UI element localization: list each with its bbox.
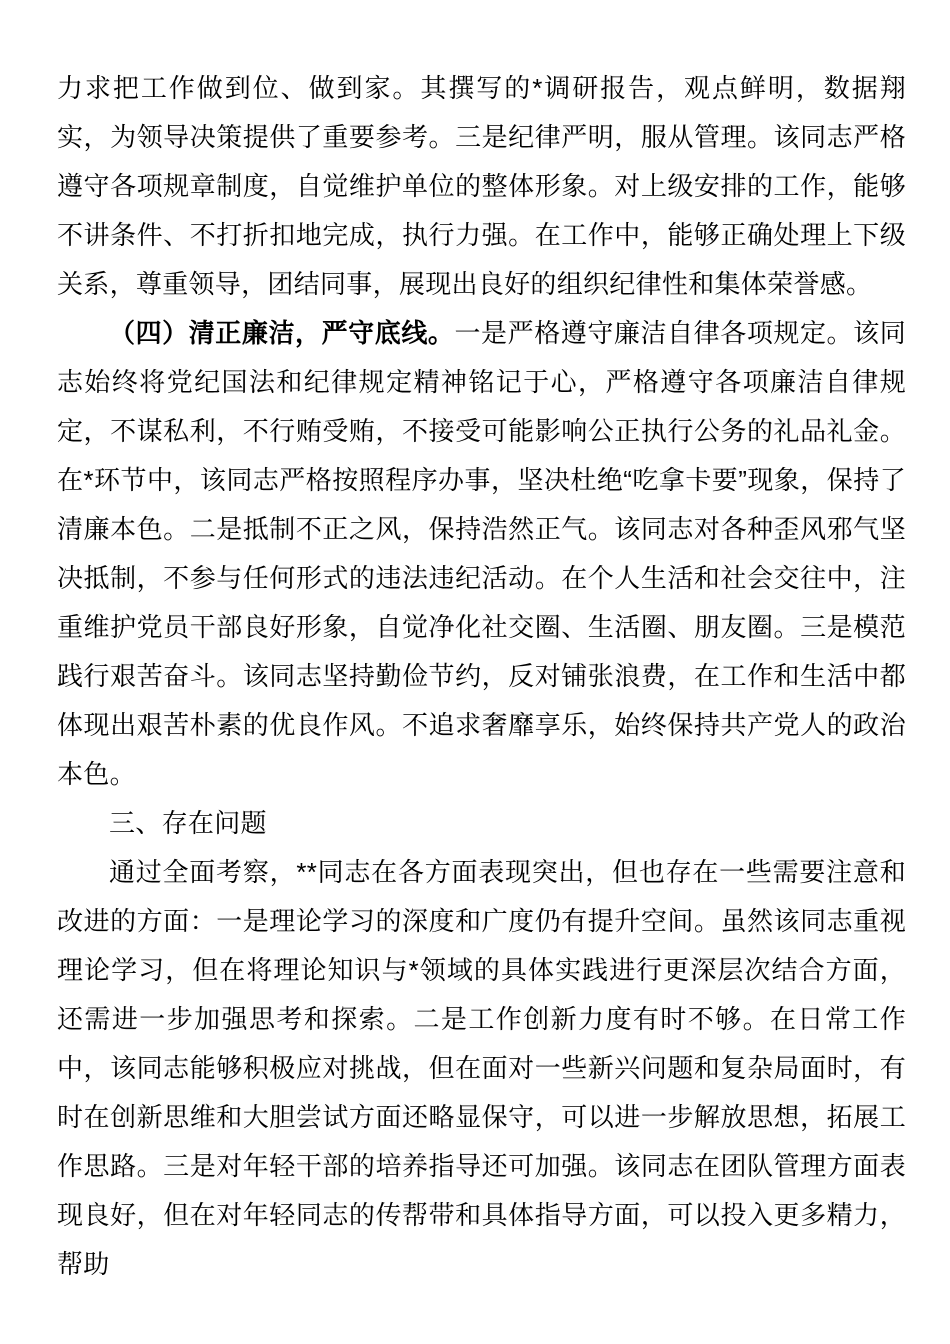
paragraph-integrity-body: 一是严格遵守廉洁自律各项规定。该同志始终将党纪国法和纪律规定精神铭记于心，严格遵守各项廉洁自律规定，不谋私利，不行贿受贿，不接受可能影响公正执行公务的礼品礼金。在*环节中，该同志严格按照程序办事，坚决杜绝“吃拿卡要”现象，保持了清廉本色。二是抵制不正之风，保持浩然正气。该同志对各种歪风邪气坚决抵制，不参与任何形式的违法违纪活动。在个人生活和社会交往中，注重维护党员干部良好形象，自觉净化社交圈、生活圈、朋友圈。三是模范践行艰苦奋斗。该同志坚持勤俭节约，反对铺张浪费，在工作和生活中都体现出艰苦朴素的优良作风。不追求奢靡享乐，始终保持共产党人的政治本色。 [57, 318, 906, 789]
paragraph-integrity [57, 309, 906, 799]
paragraph-existing-problems: 通过全面考察，**同志在各方面表现突出，但也存在一些需要注意和改进的方面：一是理论学习的深度和广度仍有提升空间。虽然该同志重视理论学习，但在将理论知识与*领域的具体实践进行更深层次结合方面，还需进一步加强思考和探索。二是工作创新力度有时不够。在日常工作中，该同志能够积极应对挑战，但在面对一些新兴问题和复杂局面时，有时在创新思维和大胆尝试方面还略显保守，可以进一步解放思想，拓展工作思路。三是对年轻干部的培养指导还可加强。该同志在团队管理方面表现良好，但在对年轻同志的传帮带和具体指导方面，可以投入更多精力，帮助 [57, 857, 906, 1279]
paragraph-integrity-bold-heading: （四）清正廉洁，严守底线。 [109, 318, 455, 348]
section-heading-existing-problems: 三、存在问题 [109, 808, 267, 838]
paragraph-discipline-continuation: 力求把工作做到位、做到家。其撰写的*调研报告，观点鲜明，数据翔实，为领导决策提供了重要参考。三是纪律严明，服从管理。该同志严格遵守各项规章制度，自觉维护单位的整体形象。对上级安排的工作，能够不讲条件、不打折扣地完成，执行力强。在工作中，能够正确处理上下级关系，尊重领导，团结同事，展现出良好的组织纪律性和集体荣誉感。 [57, 73, 906, 299]
